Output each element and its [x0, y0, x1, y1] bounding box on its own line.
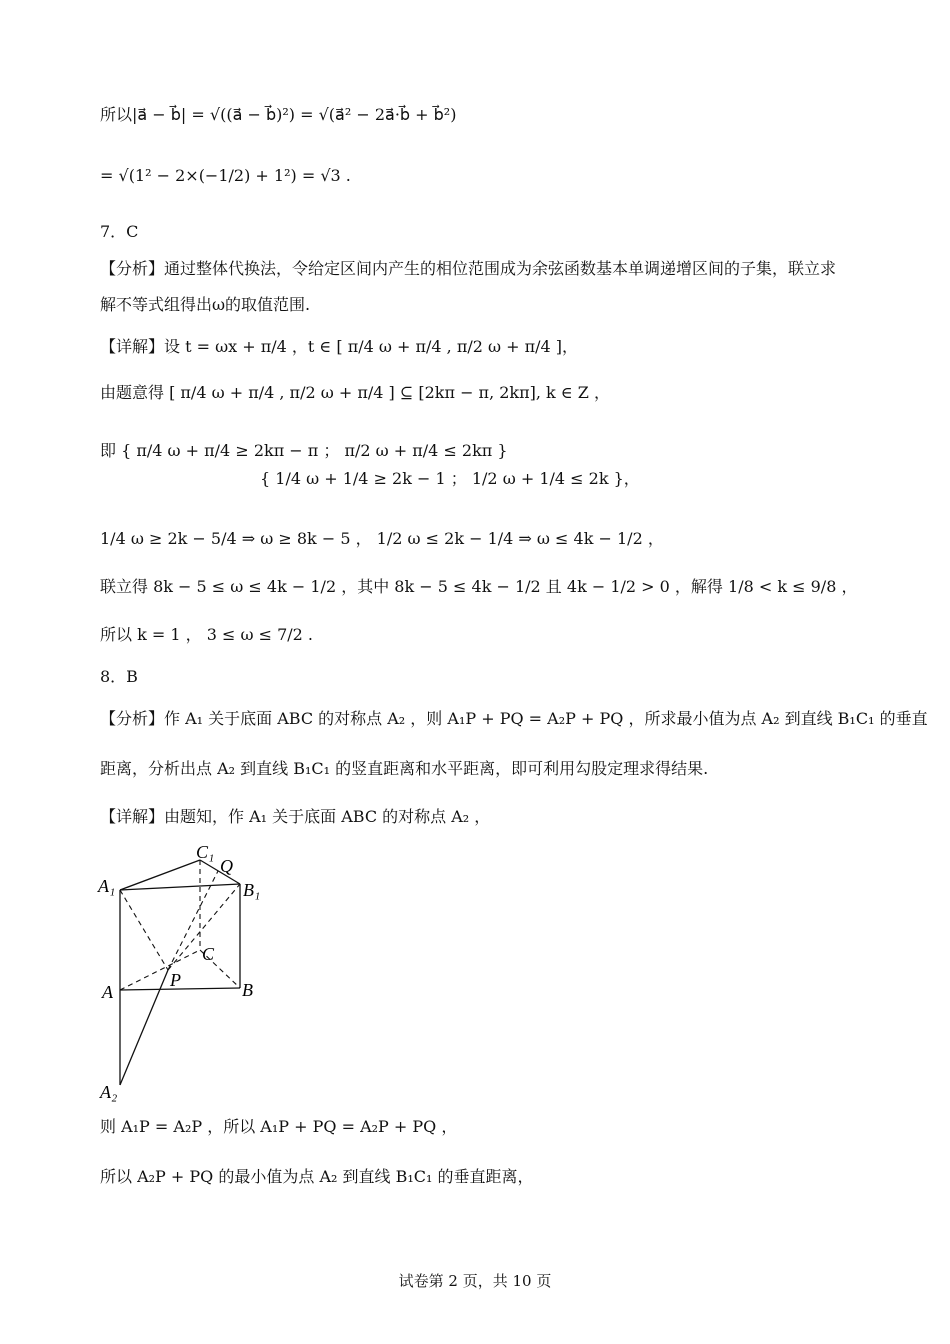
label-b1: B₁ [243, 880, 261, 900]
q8-fenxi-line-2 [100, 758, 708, 780]
label-q: Q [220, 856, 233, 876]
q7-title [100, 221, 138, 243]
q7-detail-line-5 [100, 576, 857, 598]
q8-after-line-2 [100, 1166, 534, 1188]
formula-text: 所以|a⃗ − b⃗| = √((a⃗ − b⃗)²) = √(a⃗² − 2a⃗·b⃗ + b⃗²) [100, 105, 457, 124]
edge-a1-b1 [120, 884, 240, 890]
label-a2: A₂ [100, 1082, 118, 1102]
q7-detail-line-6 [100, 624, 313, 646]
edge-a1-p [120, 890, 168, 970]
q8-detail-line-1 [100, 806, 490, 828]
detail-text: 所以 k = 1 ， 3 ≤ ω ≤ 7/2 . [100, 625, 314, 644]
q8-fenxi-line-1 [100, 708, 928, 730]
formula-line-1 [100, 104, 456, 126]
analysis-text: 【分析】作 A₁ 关于底面 ABC 的对称点 A₂ ，则 A₁P + PQ = A₂P + PQ ，所求最小值为点 A₂ 到直线 B₁C₁ 的垂直 [100, 709, 928, 728]
q7-detail-line-3b [260, 468, 640, 490]
page-footer [0, 1270, 950, 1291]
q7-detail-line-3 [100, 440, 508, 462]
answer-label: 8．B [100, 667, 138, 686]
detail-text: { 1/4 ω + 1/4 ≥ 2k − 1 ； 1/2 ω + 1/4 ≤ 2k }， [260, 469, 640, 488]
q7-detail-line-2 [100, 382, 610, 404]
formula-text: = √(1² − 2×(−1/2) + 1²) = √3 . [100, 166, 351, 185]
q8-after-line-1 [100, 1116, 457, 1138]
label-a: A [102, 982, 113, 1002]
detail-text: 则 A₁P = A₂P ，所以 A₁P + PQ = A₂P + PQ ， [100, 1117, 458, 1136]
q7-fenxi-line-1 [100, 258, 836, 280]
edge-a1-c1 [120, 860, 200, 890]
analysis-text: 距离，分析出点 A₂ 到直线 B₁C₁ 的竖直距离和水平距离，即可利用勾股定理求得结果. [100, 759, 709, 778]
q8-title [100, 666, 138, 688]
label-b: B [242, 980, 253, 1000]
detail-text: 联立得 8k − 5 ≤ ω ≤ 4k − 1/2 ，其中 8k − 5 ≤ 4k − 1/2 且 4k − 1/2 > 0 ，解得 1/8 < k ≤ 9/8 ， [100, 577, 858, 596]
prism-figure [92, 840, 282, 1105]
detail-text: 由题意得 [ π/4 ω + π/4 , π/2 ω + π/4 ] ⊆ [2kπ − π, 2kπ], k ∈ Z ， [100, 383, 610, 402]
q7-fenxi-line-2 [100, 294, 310, 316]
q7-detail-line-4 [100, 528, 664, 550]
q7-detail-line-1 [100, 336, 578, 358]
detail-text: 【详解】设 t = ωx + π/4 ，t ∈ [ π/4 ω + π/4 , π/2 ω + π/4 ]， [100, 337, 579, 356]
answer-label: 7．C [100, 222, 139, 241]
detail-text: 【详解】由题知，作 A₁ 关于底面 ABC 的对称点 A₂ ， [100, 807, 491, 826]
detail-text: 所以 A₂P + PQ 的最小值为点 A₂ 到直线 B₁C₁ 的垂直距离， [100, 1167, 534, 1186]
formula-line-2 [100, 165, 351, 187]
label-p: P [170, 970, 181, 990]
page-number-text: 试卷第 2 页，共 10 页 [398, 1272, 552, 1290]
analysis-text: 【分析】通过整体代换法，令给定区间内产生的相位范围成为余弦函数基本单调递增区间的子集，联立求 [100, 259, 837, 278]
label-c1: C₁ [196, 842, 215, 862]
detail-text: 即 { π/4 ω + π/4 ≥ 2kπ − π ； π/2 ω + π/4 ≤ 2kπ } [100, 441, 508, 460]
analysis-text: 解不等式组得出ω的取值范围. [100, 295, 311, 314]
edge-a2-p [120, 970, 168, 1085]
detail-text: 1/4 ω ≥ 2k − 5/4 ⇒ ω ≥ 8k − 5 ， 1/2 ω ≤ 2k − 1/4 ⇒ ω ≤ 4k − 1/2 ， [100, 529, 664, 548]
label-c: C [202, 944, 215, 964]
edge-a-c [120, 950, 200, 990]
label-a1: A₁ [98, 876, 116, 896]
